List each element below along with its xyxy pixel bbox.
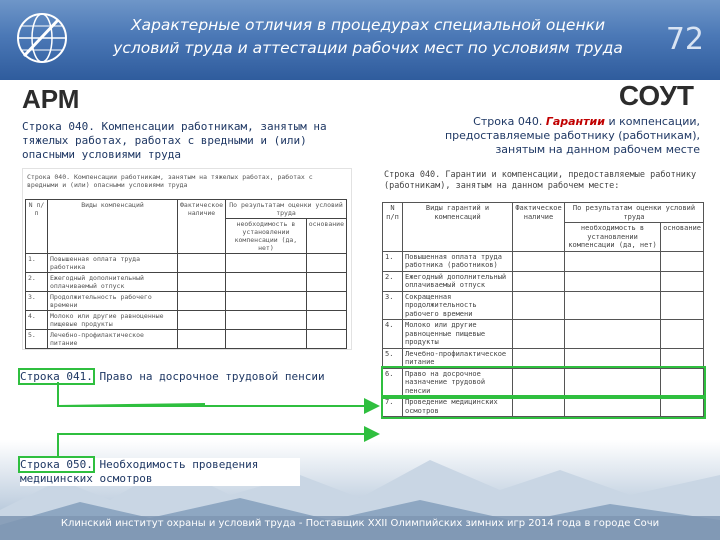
slide-title-line2: условий труда и аттестации рабочих мест по условиям труда bbox=[113, 39, 623, 57]
row-num: 6. bbox=[383, 368, 403, 397]
row-text: Повышенная оплата труда работника bbox=[48, 254, 178, 273]
row-text: Молоко или другие равноценные пищевые продукты bbox=[403, 320, 513, 349]
row-text: Продолжительность рабочего времени bbox=[48, 292, 178, 311]
slide-number: 72 bbox=[665, 22, 704, 57]
arm-col-num: N п/п bbox=[26, 200, 48, 254]
arm-col-actual: Фактическое наличие bbox=[178, 200, 226, 254]
sout-col-result: По результатам оценки условий труда bbox=[565, 203, 704, 223]
arm-heading: АРМ bbox=[22, 84, 80, 114]
row-num: 1. bbox=[383, 251, 403, 271]
row-text: Сокращенная продолжительность рабочего времени bbox=[403, 291, 513, 320]
arm-row050-text: Необходимость проведения медицинских осмотров bbox=[20, 458, 259, 485]
row-num: 7. bbox=[383, 397, 403, 417]
row-text: Право на досрочное назначение трудовой пенсии bbox=[403, 368, 513, 397]
row-num: 2. bbox=[383, 271, 403, 291]
arm-row041-number: Строка 041. bbox=[20, 370, 93, 383]
row-text: Лечебно-профилактическое питание bbox=[48, 330, 178, 349]
row-num: 4. bbox=[383, 320, 403, 349]
row-text: Ежегодный дополнительный оплачиваемый отпуск bbox=[403, 271, 513, 291]
row-num: 3. bbox=[383, 291, 403, 320]
row-text: Проведение медицинских осмотров bbox=[403, 397, 513, 417]
row-text: Молоко или другие равноценные пищевые продукты bbox=[48, 311, 178, 330]
footer-text: Клинский институт охраны и условий труда - Поставщик XXII Олимпийских зимних игр 2014 года в городе Сочи bbox=[60, 518, 660, 529]
sout-col-num: N п/п bbox=[383, 203, 403, 252]
sout-col-basis: основание bbox=[661, 223, 704, 252]
sout-desc-rest: и компенсации, предоставляемые работнику (работникам), занятым на данном рабочем месте bbox=[444, 115, 700, 156]
row-num: 5. bbox=[26, 330, 48, 349]
arm-col-result: По результатам оценки условий труда bbox=[226, 200, 347, 219]
arm-col-kind: Виды компенсаций bbox=[48, 200, 178, 254]
row-num: 4. bbox=[26, 311, 48, 330]
sout-col-actual: Фактическое наличие bbox=[513, 203, 565, 252]
sout-desc-prefix: Строка 040. bbox=[473, 115, 546, 128]
arm-row050-number: Строка 050. bbox=[20, 458, 93, 471]
row-text: Ежегодный дополнительный оплачиваемый отпуск bbox=[48, 273, 178, 292]
row041-connector bbox=[58, 382, 378, 406]
sout-desc-emphasis: Гарантии bbox=[545, 115, 605, 128]
row-num: 3. bbox=[26, 292, 48, 311]
arm-col-basis: основание bbox=[306, 219, 346, 254]
arm-row041-text: Право на досрочное трудовой пенсии bbox=[92, 370, 325, 383]
row-num: 2. bbox=[26, 273, 48, 292]
slide-title-line1: Характерные отличия в процедурах специальной оценки bbox=[130, 16, 606, 34]
arm-form-caption: Строка 040. Компенсации работникам, занятым на тяжелых работах, работах с вредными и (или) опасными условиями труда bbox=[27, 173, 313, 189]
sout-heading: СОУТ bbox=[618, 80, 694, 111]
arm-row040-description: Строка 040. Компенсации работникам, занятым на тяжелых работах, работах с вредными и (или) опасными условиями труда bbox=[22, 120, 327, 161]
row-num: 5. bbox=[383, 348, 403, 368]
row-num: 1. bbox=[26, 254, 48, 273]
row050-connector bbox=[58, 434, 378, 458]
sout-col-kind: Виды гарантий и компенсаций bbox=[403, 203, 513, 252]
sout-col-need: необходимость в установлении компенсации (да, нет) bbox=[565, 223, 661, 252]
row-text: Лечебно-профилактическое питание bbox=[403, 348, 513, 368]
sout-form-caption: Строка 040. Гарантии и компенсации, предоставляемые работнику (работникам), занятым на данном рабочем месте: bbox=[384, 170, 697, 191]
row-text: Повышенная оплата труда работника (работников) bbox=[403, 251, 513, 271]
arm-col-need: необходимость в установлении компенсации (да, нет) bbox=[226, 219, 307, 254]
